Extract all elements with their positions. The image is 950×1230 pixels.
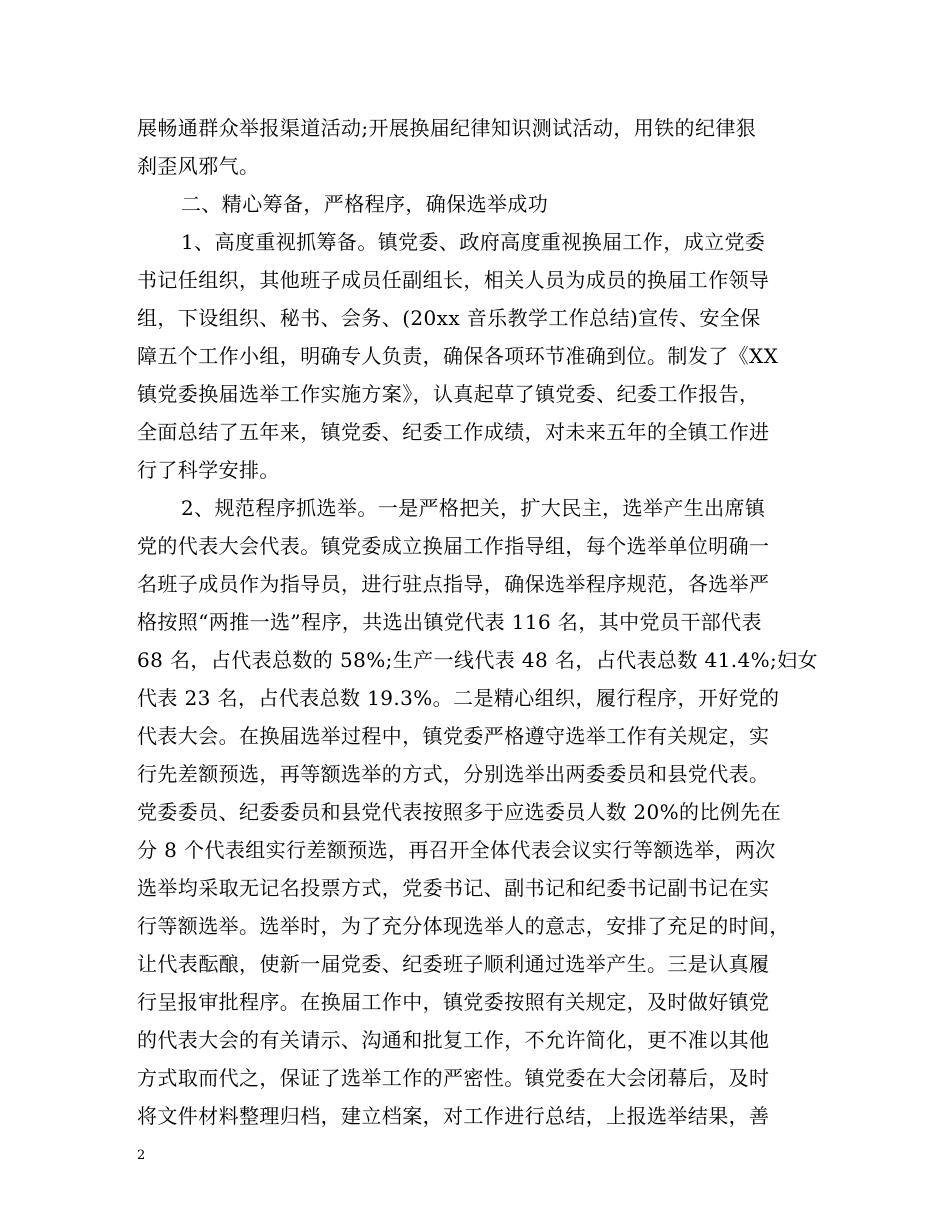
- section-heading: 二、精心筹备，严格程序，确保选举成功: [181, 192, 549, 216]
- text-line: 选举均采取无记名投票方式，党委书记、副书记和纪委书记副书记在实: [137, 876, 770, 900]
- paragraph-start: 1、高度重视抓筹备。镇党委、政府高度重视换届工作，成立党委: [181, 230, 766, 254]
- text-line: 行先差额预选，再等额选举的方式，分别选举出两委委员和县党代表。: [137, 762, 770, 786]
- text-line: 68 名，占代表总数的 58%;生产一线代表 48 名，占代表总数 41.4%;妇女: [137, 648, 818, 672]
- text-line: 行等额选举。选举时，为了充分体现选举人的意志，安排了充足的时间，: [137, 914, 790, 938]
- text-line: 刹歪风邪气。: [137, 154, 260, 178]
- text-line: 组，下设组织、秘书、会务、(20xx 音乐教学工作总结)宣传、安全保: [137, 306, 761, 330]
- text-line: 代表 23 名，占代表总数 19.3%。二是精心组织，履行程序，开好党的: [137, 686, 780, 710]
- text-line: 的代表大会的有关请示、沟通和批复工作，不允许简化，更不准以其他: [137, 1028, 770, 1052]
- text-line: 镇党委换届选举工作实施方案》，认真起草了镇党委、纪委工作报告，: [137, 382, 760, 406]
- text-line: 代表大会。在换届选举过程中，镇党委严格遵守选举工作有关规定，实: [137, 724, 770, 748]
- page-number: 2: [137, 1148, 146, 1163]
- paragraph-start: 2、规范程序抓选举。一是严格把关，扩大民主，选举产生出席镇: [181, 496, 766, 520]
- text-line: 党的代表大会代表。镇党委成立换届工作指导组，每个选举单位明确一: [137, 534, 770, 558]
- text-line: 方式取而代之，保证了选举工作的严密性。镇党委在大会闭幕后，及时: [137, 1066, 770, 1090]
- text-line: 格按照“两推一选”程序，共选出镇党代表 116 名，其中党员干部代表: [137, 610, 762, 634]
- text-line: 行了科学安排。: [137, 458, 280, 482]
- text-line: 党委委员、纪委委员和县党代表按照多于应选委员人数 20%的比例先在: [137, 800, 782, 824]
- text-line: 展畅通群众举报渠道活动;开展换届纪律知识测试活动，用铁的纪律狠: [137, 116, 757, 140]
- text-line: 让代表酝酿，使新一届党委、纪委班子顺利通过选举产生。三是认真履: [137, 952, 770, 976]
- text-line: 行呈报审批程序。在换届工作中，镇党委按照有关规定，及时做好镇党: [137, 990, 770, 1014]
- text-line: 名班子成员作为指导员，进行驻点指导，确保选举程序规范，各选举严: [137, 572, 770, 596]
- text-line: 分 8 个代表组实行差额预选，再召开全体代表会议实行等额选举，两次: [137, 838, 776, 862]
- text-line: 书记任组织，其他班子成员任副组长，相关人员为成员的换届工作领导: [137, 268, 770, 292]
- text-line: 将文件材料整理归档，建立档案，对工作进行总结，上报选举结果，善: [137, 1104, 770, 1128]
- text-line: 障五个工作小组，明确专人负责，确保各项环节准确到位。制发了《XX: [137, 344, 779, 368]
- text-line: 全面总结了五年来，镇党委、纪委工作成绩，对未来五年的全镇工作进: [137, 420, 770, 444]
